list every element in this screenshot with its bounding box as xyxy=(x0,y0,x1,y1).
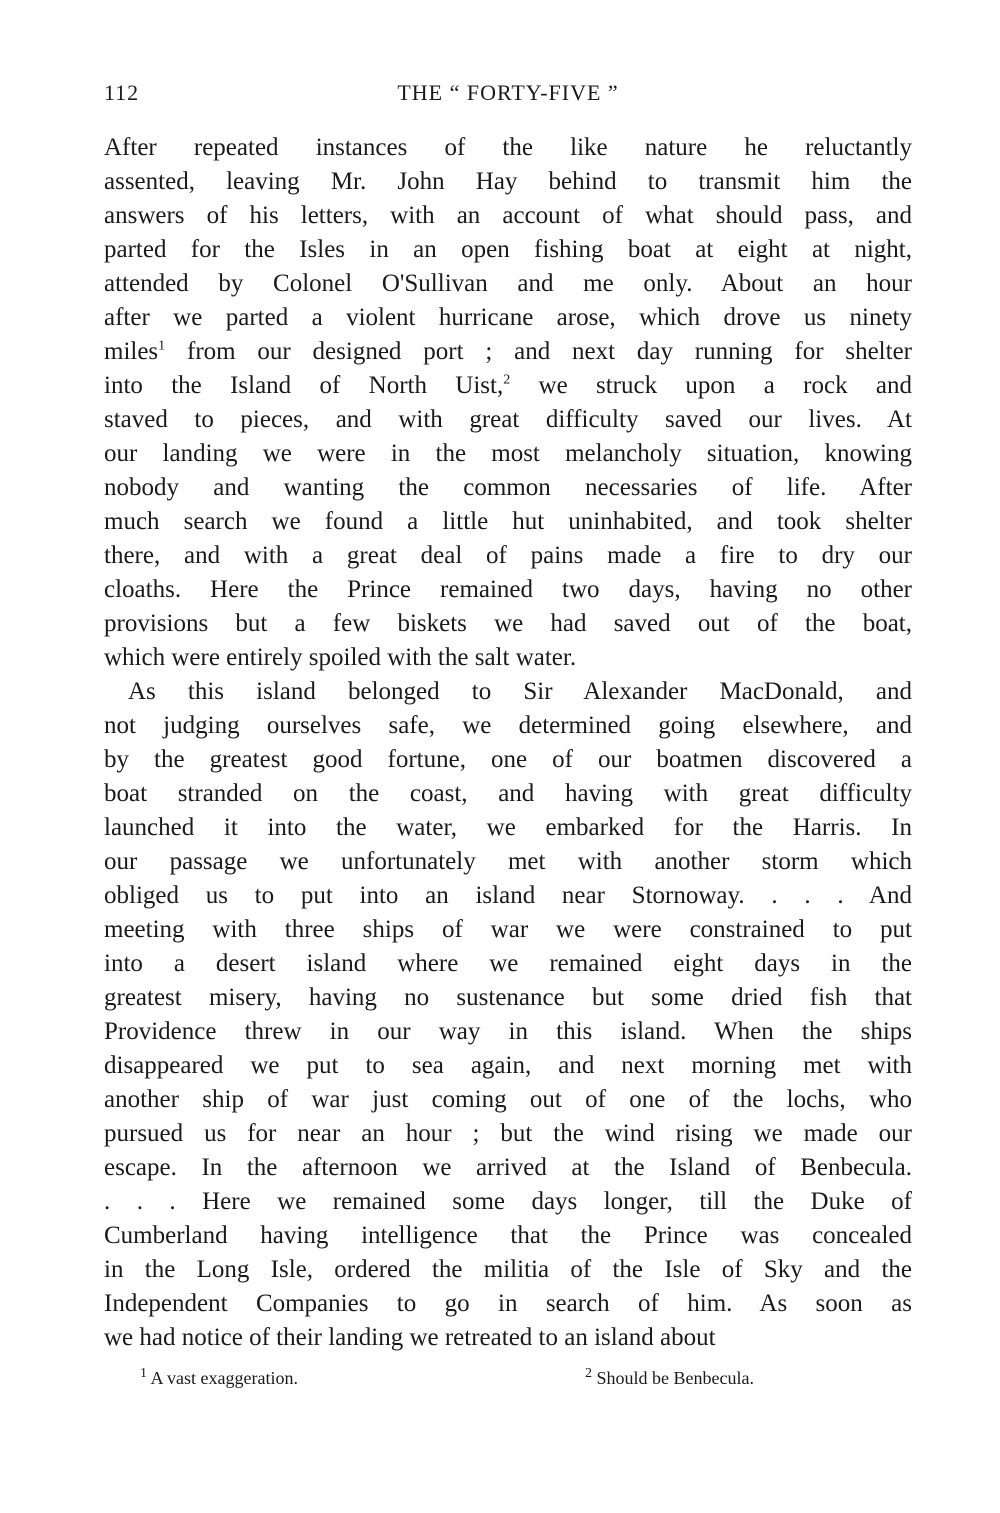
text-line: boat stranded on the coast, and having with great difficulty xyxy=(104,780,912,807)
text-line: greatest misery, having no sustenance but some dried fish that xyxy=(104,984,912,1011)
text-line: staved to pieces, and with great difficulty saved our lives. At xyxy=(104,406,912,433)
text-line: After repeated instances of the like nature he reluctantly xyxy=(104,134,912,161)
running-title: THE “ FORTY-FIVE ” xyxy=(397,80,619,105)
footnote-text: Should be Benbecula. xyxy=(592,1368,754,1388)
text-line: meeting with three ships of war we were constrained to put xyxy=(104,916,912,943)
text-line: cloaths. Here the Prince remained two days, having no other xyxy=(104,576,912,603)
text-line: nobody and wanting the common necessaries of life. After xyxy=(104,474,912,501)
text-segment: miles xyxy=(104,338,159,365)
text-line: . . . Here we remained some days longer, till the Duke of xyxy=(104,1188,912,1215)
text-line: by the greatest good fortune, one of our boatmen discovered a xyxy=(104,746,912,773)
footnote-mark: 2 xyxy=(585,1366,592,1381)
body-text xyxy=(104,131,912,1355)
text-line: assented, leaving Mr. John Hay behind to transmit him the xyxy=(104,168,912,195)
text-line xyxy=(104,335,912,369)
text-line: escape. In the afternoon we arrived at the Island of Benbecula. xyxy=(104,1154,912,1181)
text-line: Cumberland having intelligence that the Prince was concealed xyxy=(104,1222,912,1249)
footnote-1 xyxy=(140,1366,298,1390)
text-line: in the Long Isle, ordered the militia of the Isle of Sky and the xyxy=(104,1256,912,1283)
text-line: Providence threw in our way in this island. When the ships xyxy=(104,1018,912,1045)
text-line: provisions but a few biskets we had saved out of the boat, xyxy=(104,610,912,637)
text-line: Independent Companies to go in search of him. As soon as xyxy=(104,1290,912,1317)
footnote-reference: 2 xyxy=(503,372,511,388)
text-line: our passage we unfortunately met with another storm which xyxy=(104,848,912,875)
text-line: launched it into the water, we embarked for the Harris. In xyxy=(104,814,912,841)
page-number: 112 xyxy=(104,80,140,105)
text-line: attended by Colonel O'Sullivan and me only. About an hour xyxy=(104,270,912,297)
text-segment: into the Island of North Uist, xyxy=(104,372,504,399)
text-line: there, and with a great deal of pains made a fire to dry our xyxy=(104,542,912,569)
text-line: after we parted a violent hurricane arose, which drove us ninety xyxy=(104,304,912,331)
text-line xyxy=(104,369,912,403)
footnote-reference: 1 xyxy=(158,338,166,354)
text-line: our landing we were in the most melancholy situation, knowing xyxy=(104,440,912,467)
text-line: much search we found a little hut uninhabited, and took shelter xyxy=(104,508,912,535)
text-line: pursued us for near an hour ; but the wind rising we made our xyxy=(104,1120,912,1147)
text-line: As this island belonged to Sir Alexander MacDonald, and xyxy=(128,678,912,705)
text-line: into a desert island where we remained eight days in the xyxy=(104,950,912,977)
footnote-mark: 1 xyxy=(140,1366,147,1381)
text-segment: we struck upon a rock and xyxy=(510,372,912,399)
text-line: answers of his letters, with an account of what should pass, and xyxy=(104,202,912,229)
text-line: obliged us to put into an island near Stornoway. . . . And xyxy=(104,882,912,909)
footnote-2 xyxy=(585,1366,754,1390)
text-line: not judging ourselves safe, we determined going elsewhere, and xyxy=(104,712,912,739)
text-line: another ship of war just coming out of one of the lochs, who xyxy=(104,1086,912,1113)
running-header xyxy=(104,80,912,110)
text-line: parted for the Isles in an open fishing boat at eight at night, xyxy=(104,236,912,263)
text-line: disappeared we put to sea again, and next morning met with xyxy=(104,1052,912,1079)
text-line: we had notice of their landing we retreated to an island about xyxy=(104,1324,716,1351)
text-line: which were entirely spoiled with the salt water. xyxy=(104,644,577,671)
text-segment: from our designed port ; and next day running for shelter xyxy=(165,338,912,365)
footnote-text: A vast exaggeration. xyxy=(147,1368,298,1388)
